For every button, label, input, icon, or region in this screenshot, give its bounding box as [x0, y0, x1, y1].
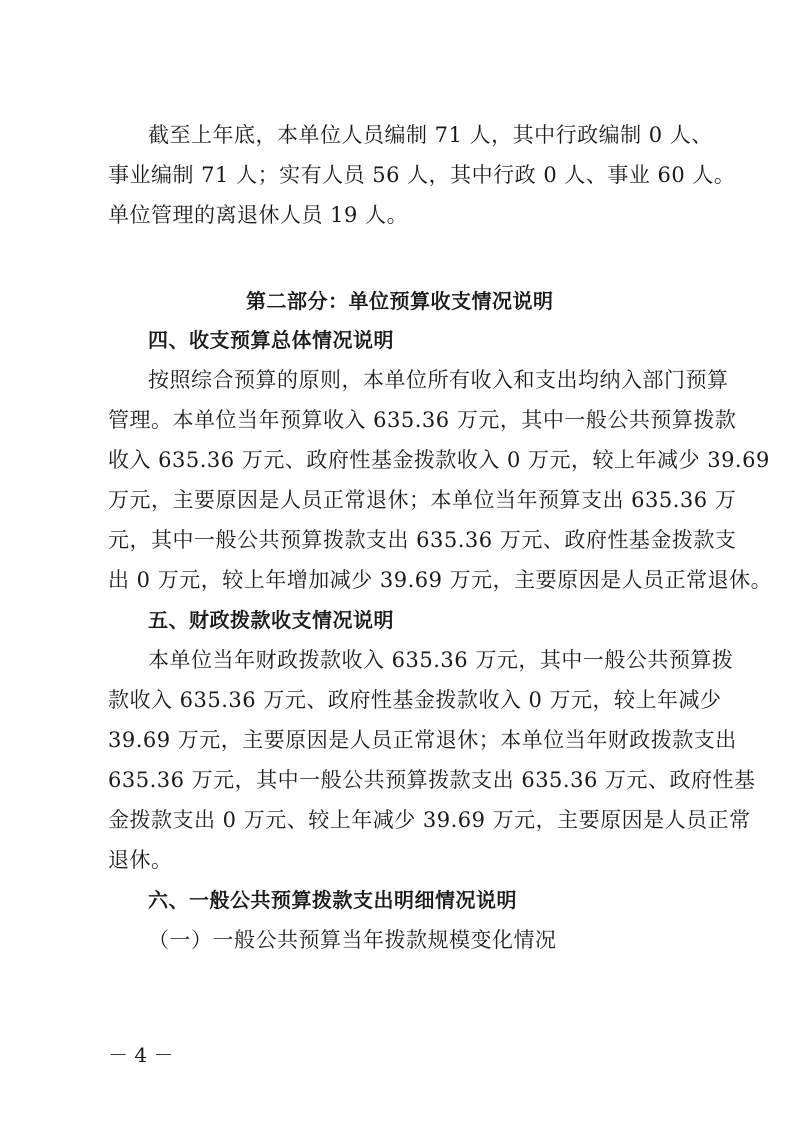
section-4-heading: 四、收支预算总体情况说明: [148, 328, 394, 352]
section-5-line-4: 635.36 万元，其中一般公共预算拨款支出 635.36 万元、政府性基: [108, 768, 756, 792]
intro-line-2: 事业编制 71 人；实有人员 56 人，其中行政 0 人、事业 60 人。: [108, 163, 736, 187]
section-5-line-5: 金拨款支出 0 万元、较上年减少 39.69 万元，主要原因是人员正常: [108, 808, 751, 832]
section-5-line-3: 39.69 万元，主要原因是人员正常退休；本单位当年财政拨款支出: [108, 728, 737, 752]
part-title: 第二部分：单位预算收支情况说明: [246, 289, 554, 313]
section-6-heading: 六、一般公共预算拨款支出明细情况说明: [148, 888, 517, 912]
section-4-line-2: 管理。本单位当年预算收入 635.36 万元，其中一般公共预算拨款: [108, 408, 737, 432]
section-6-subheading: （一）一般公共预算当年拨款规模变化情况: [148, 928, 557, 952]
section-4-line-3: 收入 635.36 万元、政府性基金拨款收入 0 万元，较上年减少 39.69: [108, 448, 770, 472]
section-4-line-5: 元，其中一般公共预算拨款支出 635.36 万元、政府性基金拨款支: [108, 528, 737, 552]
section-4-line-1: 按照综合预算的原则，本单位所有收入和支出均纳入部门预算: [148, 368, 729, 392]
intro-line-1: 截至上年底，本单位人员编制 71 人，其中行政编制 0 人、: [148, 123, 713, 147]
section-5-line-2: 款收入 635.36 万元、政府性基金拨款收入 0 万元，较上年减少: [108, 688, 722, 712]
section-5-heading: 五、财政拨款收支情况说明: [148, 608, 394, 632]
section-5-line-6: 退休。: [108, 848, 173, 872]
page-number: － 4 －: [108, 1043, 174, 1067]
section-4-line-4: 万元，主要原因是人员正常退休；本单位当年预算支出 635.36 万: [108, 488, 737, 512]
intro-line-3: 单位管理的离退休人员 19 人。: [108, 203, 409, 227]
section-5-line-1: 本单位当年财政拨款收入 635.36 万元，其中一般公共预算拨: [148, 648, 734, 672]
section-4-line-6: 出 0 万元，较上年增加减少 39.69 万元，主要原因是人员正常退休。: [108, 568, 773, 592]
